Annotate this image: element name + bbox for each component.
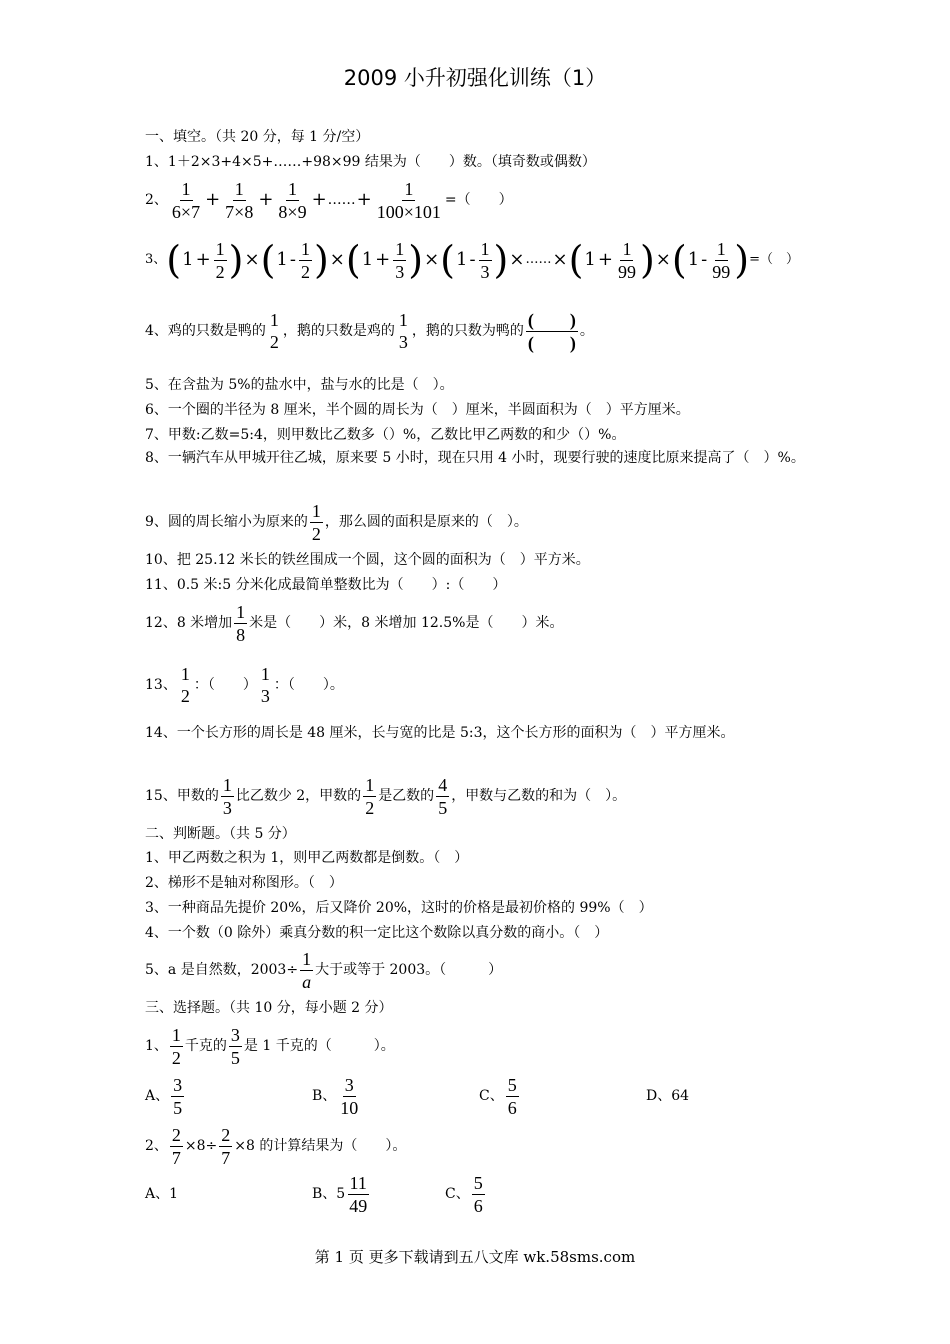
minus-sign: - — [469, 249, 476, 270]
numerator: 1 — [365, 774, 375, 795]
question-2-3: 3、一种商品先提价 20%，后又降价 20%，这时的价格是最初价格的 99%（ ） — [145, 900, 653, 916]
question-1-5: 5、在含盐为 5%的盐水中，盐与水的比是（ ）。 — [145, 377, 454, 393]
fraction — [268, 309, 281, 353]
fraction — [223, 178, 255, 223]
times-sign: × — [329, 249, 345, 270]
numerator: 1 — [180, 664, 190, 684]
numerator: 4 — [438, 774, 448, 795]
minus-sign: - — [289, 249, 296, 270]
q-text: ，那么圆的面积是原来的（ ）。 — [324, 514, 528, 530]
denominator: 2 — [300, 261, 310, 282]
numerator: 5 — [473, 1172, 483, 1193]
numerator: 1 — [395, 238, 405, 259]
numerator: 1 — [622, 238, 632, 259]
denominator: 10 — [340, 1097, 359, 1118]
denominator: 99 — [617, 261, 636, 282]
fraction — [234, 601, 247, 646]
denominator: 5 — [438, 797, 448, 818]
numerator: 1 — [234, 178, 244, 199]
plus-sign: + — [205, 189, 221, 210]
numerator: 1 — [398, 310, 408, 330]
fraction — [221, 774, 234, 819]
fraction — [472, 1172, 485, 1217]
fraction — [506, 1074, 519, 1119]
denominator: 3 — [398, 332, 408, 352]
page-title: 2009 小升初强化训练（1） — [343, 66, 607, 90]
question-3-2-options — [145, 1170, 545, 1218]
option-label: C、 — [445, 1186, 470, 1202]
fraction — [616, 238, 638, 283]
option-c — [445, 1172, 487, 1217]
number: 1 — [584, 249, 596, 270]
answer-blank: =（ ） — [444, 192, 513, 208]
answer-blank: =（ ） — [749, 252, 799, 267]
question-3-1 — [145, 1022, 395, 1070]
option-label: C、 — [479, 1088, 504, 1104]
fraction — [347, 1172, 369, 1217]
question-1-3: 3、 ( 1 + $\frac{1}{2}$ ) × ( 1 - $\frac{1}{2}$ ) × ( 1 + $\frac{1}{3}$ ) × ( 1 - $\frac{1}{3}$ ) × …… × ( 1 + $\frac{1}{99}$ ) × ( 1 - $\frac{1}{99}$ ) =（ ） — [145, 238, 799, 282]
fraction — [436, 774, 449, 819]
q-text: ，甲数与乙数的和为（ ）。 — [451, 788, 627, 804]
q-text: 2、 — [145, 1138, 168, 1154]
numerator: 1 — [260, 664, 270, 684]
option-a — [145, 1074, 312, 1119]
denominator: 2 — [171, 1047, 181, 1068]
denominator: 99 — [712, 261, 731, 282]
fraction — [397, 309, 410, 353]
fraction — [179, 663, 192, 707]
ellipsis: …… — [525, 252, 552, 267]
denominator: 2 — [269, 332, 279, 352]
numerator: 5 — [507, 1074, 517, 1095]
fraction — [170, 1024, 183, 1069]
denominator: 2 — [365, 797, 375, 818]
fraction — [171, 1074, 184, 1119]
numerator: 1 — [269, 310, 279, 330]
numerator: 1 — [288, 178, 297, 199]
numerator: 3 — [344, 1074, 354, 1095]
numerator: 1 — [236, 601, 246, 622]
times-sign: × — [424, 249, 440, 270]
denominator: 5 — [173, 1097, 183, 1118]
question-1-14: 14、一个长方形的周长是 48 厘米，长与宽的比是 5:3，这个长方形的面积为（ ）平方厘米。 — [145, 725, 735, 741]
question-2-2: 2、梯形不是轴对称图形。（ ） — [145, 875, 343, 891]
times-sign: × — [244, 249, 260, 270]
fraction — [219, 1124, 232, 1169]
numerator: 3 — [173, 1074, 183, 1095]
q-text: 4、鸡的只数是鸭的 — [145, 323, 266, 339]
q-text: 千克的 — [184, 1038, 227, 1054]
q-text: ×8 的计算结果为（ ）。 — [234, 1138, 407, 1154]
option-label: B、5 — [312, 1186, 346, 1202]
number: 1 — [182, 249, 194, 270]
q-text: 。 — [579, 323, 594, 339]
numerator: 1 — [222, 774, 232, 795]
fraction — [229, 1024, 242, 1069]
number: 1 — [361, 249, 374, 270]
denominator-blank: ( ) — [527, 332, 576, 353]
question-3-2 — [145, 1122, 406, 1170]
fraction — [310, 500, 323, 545]
numerator: 1 — [311, 500, 321, 521]
question-1-2 — [145, 176, 513, 224]
q-text: ：（ ）。 — [273, 677, 344, 693]
denominator: 2 — [180, 686, 190, 706]
option-d: D、64 — [646, 1088, 690, 1104]
fraction — [276, 178, 308, 223]
denominator: 8 — [236, 624, 246, 645]
fraction — [479, 238, 492, 283]
q-text: ：（ ） — [193, 677, 257, 693]
fraction — [375, 178, 443, 223]
q-text: 5、a 是自然数，2003÷ — [145, 962, 299, 978]
denominator: 6 — [473, 1195, 483, 1216]
question-1-13 — [145, 660, 344, 710]
question-1-9 — [145, 498, 528, 546]
question-1-11: 11、0.5 米:5 分米化成最简单整数比为（ ）:（ ） — [145, 577, 507, 593]
number: 1 — [276, 249, 288, 270]
fraction — [710, 238, 732, 283]
number: 1 — [687, 249, 700, 270]
question-1-8: 8、一辆汽车从甲城开往乙城，原来要 5 小时，现在只用 4 小时，现要行驶的速度比原来提高了（ ）%。 — [145, 450, 805, 466]
option-c — [479, 1074, 646, 1119]
q-text: 15、甲数的 — [145, 788, 219, 804]
q-label: 2、 — [145, 192, 168, 208]
q-text: ，鹅的只数是鸡的 — [282, 323, 395, 339]
plus-sign: + — [258, 189, 274, 210]
numerator: 1 — [300, 238, 310, 259]
denominator: 6 — [507, 1097, 517, 1118]
fraction — [170, 1124, 183, 1169]
q-text: ，鹅的只数为鸭的 — [411, 323, 524, 339]
plus-sign: + — [375, 249, 391, 270]
plus-sign: + — [195, 249, 211, 270]
question-2-1: 1、甲乙两数之积为 1，则甲乙两数都是倒数。（ ） — [145, 850, 469, 866]
times-sign: × — [552, 249, 568, 270]
question-2-5 — [145, 947, 502, 993]
question-1-15 — [145, 772, 626, 820]
numerator-blank: ( ) — [527, 309, 576, 330]
question-2-4: 4、一个数（0 除外）乘真分数的积一定比这个数除以真分数的商小。（ ） — [145, 925, 609, 941]
question-3-1-options — [145, 1072, 705, 1120]
numerator: 1 — [171, 1024, 181, 1045]
option-b — [312, 1074, 479, 1119]
numerator: 2 — [221, 1124, 231, 1145]
minus-sign: - — [701, 249, 708, 270]
denominator: 3 — [395, 261, 405, 282]
numerator: 1 — [215, 238, 225, 259]
option-b — [312, 1172, 445, 1217]
question-1-1: 1、1＋2×3+4×5+……+98×99 结果为（ ）数。（填奇数或偶数） — [145, 154, 596, 170]
option-label: B、 — [312, 1088, 337, 1104]
fraction — [338, 1074, 360, 1119]
denominator: 49 — [349, 1195, 368, 1216]
fraction — [363, 774, 376, 819]
times-sign: × — [655, 249, 671, 270]
q-text: 12、8 米增加 — [145, 615, 233, 631]
section-2-header: 二、判断题。（共 5 分） — [145, 826, 296, 842]
q-text: 9、圆的周长缩小为原来的 — [145, 514, 308, 530]
denominator: 2 — [215, 261, 225, 282]
numerator: 2 — [171, 1124, 181, 1145]
question-1-6: 6、一个圈的半径为 8 厘米，半个圆的周长为（ ）厘米，半圆面积为（ ）平方厘米。 — [145, 402, 690, 418]
q-text: 大于或等于 2003。（ ） — [315, 962, 503, 978]
q-label: 3、 — [145, 252, 167, 267]
fraction — [214, 238, 227, 283]
page-footer: 第 1 页 更多下载请到五八文库 wk.58sms.com — [314, 1248, 636, 1266]
question-1-12 — [145, 599, 563, 647]
denominator: 7×8 — [225, 201, 254, 222]
numerator: 1 — [302, 948, 312, 969]
q-text: 是 1 千克的（ ）。 — [243, 1038, 395, 1054]
fraction — [299, 238, 312, 283]
denominator: 3 — [222, 797, 232, 818]
numerator: 11 — [349, 1172, 367, 1193]
q-text: ×8÷ — [184, 1138, 218, 1154]
q-text: 1、 — [145, 1038, 168, 1054]
denominator: 6×7 — [171, 201, 201, 222]
denominator: a — [302, 971, 312, 992]
denominator: 100×101 — [376, 201, 441, 222]
q-text: 13、 — [145, 677, 177, 693]
q-text: 米是（ ）米，8 米增加 12.5%是（ ）米。 — [249, 615, 564, 631]
numerator: 3 — [230, 1024, 240, 1045]
q-text: 比乙数少 2，甲数的 — [235, 788, 362, 804]
denominator: 3 — [260, 686, 270, 706]
question-1-4 — [145, 303, 594, 359]
fraction-blank — [526, 309, 578, 354]
denominator: 7 — [171, 1147, 181, 1168]
denominator: 3 — [480, 261, 490, 282]
numerator: 1 — [404, 178, 414, 199]
section-1-header: 一、填空。（共 20 分，每 1 分/空） — [145, 129, 370, 145]
numerator: 1 — [181, 178, 191, 199]
section-3-header: 三、选择题。（共 10 分，每小题 2 分） — [145, 1000, 393, 1016]
option-a: A、1 — [145, 1186, 179, 1202]
fraction — [393, 238, 406, 283]
option-label: A、 — [145, 1088, 170, 1104]
plus-sign: + — [356, 189, 372, 210]
q-text: 是乙数的 — [378, 788, 435, 804]
numerator: 1 — [480, 238, 490, 259]
plus-sign: + — [597, 249, 613, 270]
question-1-10: 10、把 25.12 米长的铁丝围成一个圆，这个圆的面积为（ ）平方米。 — [145, 552, 590, 568]
times-sign: × — [509, 249, 525, 270]
question-1-7: 7、甲数:乙数=5:4，则甲数比乙数多（）%，乙数比甲乙两数的和少（）%。 — [145, 427, 626, 443]
ellipsis: …… — [327, 192, 356, 208]
numerator: 1 — [716, 238, 726, 259]
denominator: 5 — [230, 1047, 240, 1068]
number: 1 — [456, 249, 468, 270]
fraction — [259, 663, 272, 707]
denominator: 2 — [311, 523, 321, 544]
fraction — [170, 178, 202, 223]
plus-sign: + — [311, 189, 327, 210]
denominator: 8×9 — [278, 201, 307, 222]
fraction — [300, 948, 313, 993]
denominator: 7 — [221, 1147, 231, 1168]
